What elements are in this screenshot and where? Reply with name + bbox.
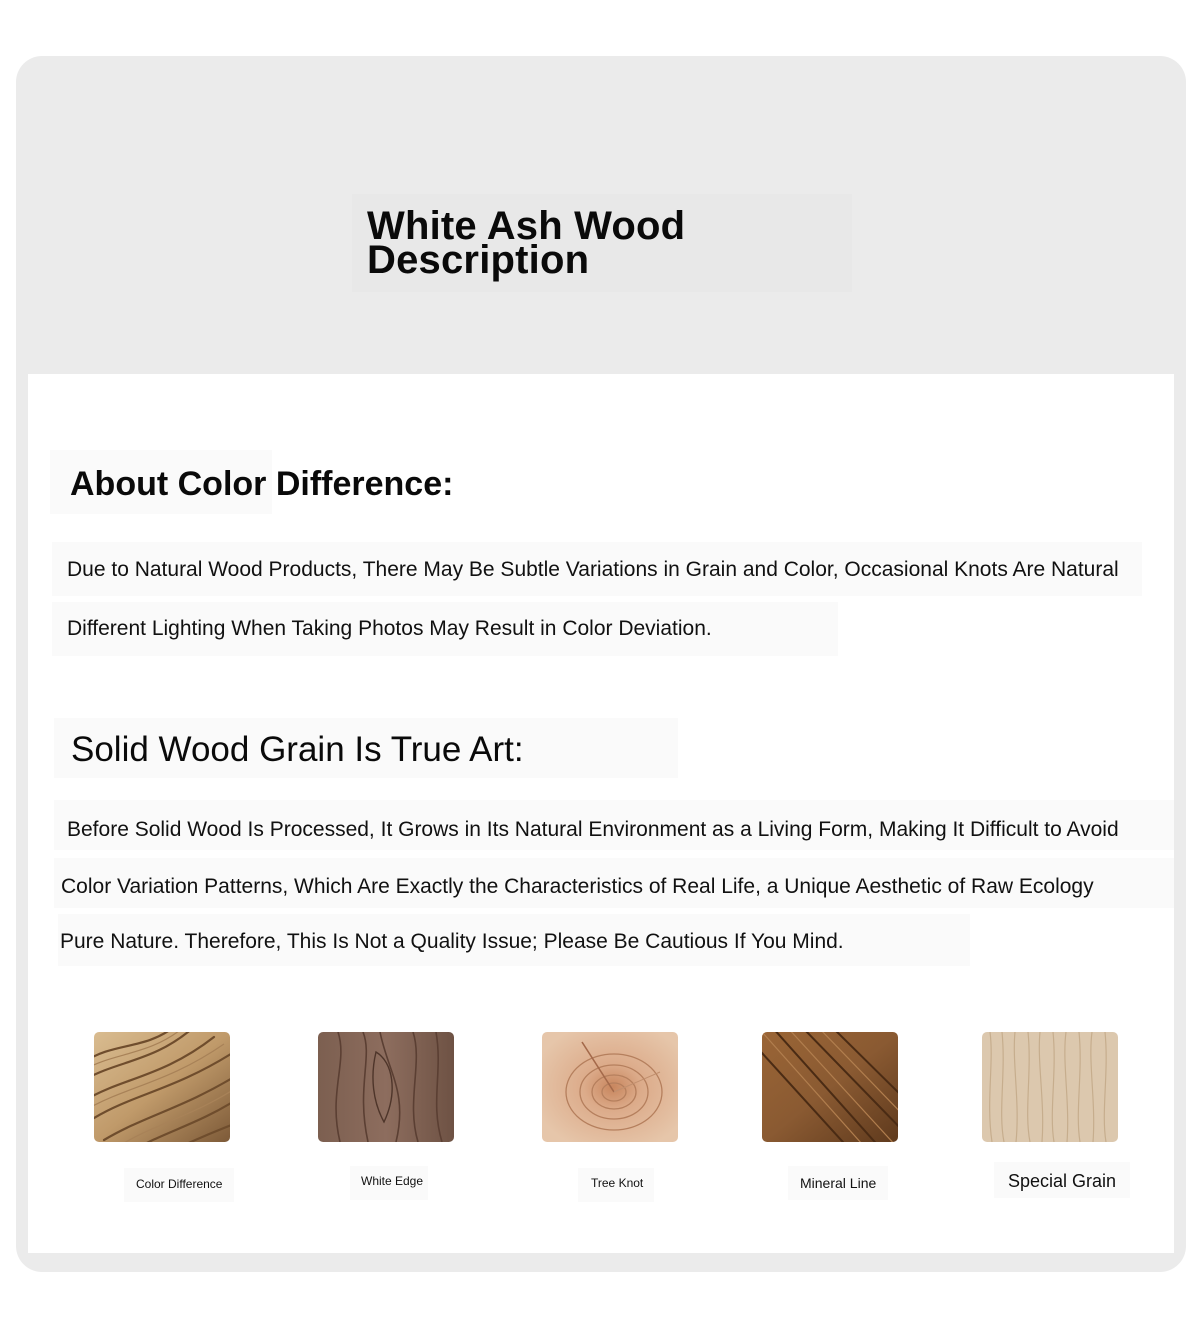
page-title-line-1: White Ash Wood: [367, 204, 686, 248]
solid-paragraph-line-1: Before Solid Wood Is Processed, It Grows in Its Natural Environment as a Living Form, Making It Difficult to Avoid: [67, 818, 1119, 841]
page-title: [367, 204, 686, 282]
wood-special-grain-photo: [982, 1032, 1118, 1142]
wood-tree-knot-photo: [542, 1032, 678, 1142]
about-paragraph-line-1: Due to Natural Wood Products, There May Be Subtle Variations in Grain and Color, Occasional Knots Are Natural: [67, 558, 1119, 581]
solid-paragraph-line-3: Pure Nature. Therefore, This Is Not a Quality Issue; Please Be Cautious If You Mind.: [60, 930, 844, 953]
caption-white-edge: White Edge: [361, 1174, 424, 1188]
wood-color-difference-photo: [94, 1032, 230, 1142]
description-card: [16, 56, 1186, 1272]
caption-special-grain: Special Grain: [1008, 1171, 1117, 1191]
content-panel: [28, 374, 1174, 1253]
about-color-difference-heading: About Color Difference:: [70, 465, 454, 503]
wood-white-edge-photo: [318, 1032, 454, 1142]
page-title-line-2: Description: [367, 238, 590, 282]
solid-wood-grain-heading: Solid Wood Grain Is True Art:: [71, 730, 524, 769]
caption-color-difference: Color Difference: [136, 1177, 223, 1191]
wood-mineral-line-photo: [762, 1032, 898, 1142]
solid-paragraph-line-2: Color Variation Patterns, Which Are Exactly the Characteristics of Real Life, a Unique Aesthetic of Raw Ecology: [61, 875, 1094, 898]
caption-mineral-line: Mineral Line: [800, 1175, 877, 1191]
about-paragraph-line-2: Different Lighting When Taking Photos May Result in Color Deviation.: [67, 617, 712, 640]
caption-tree-knot: Tree Knot: [591, 1176, 644, 1190]
